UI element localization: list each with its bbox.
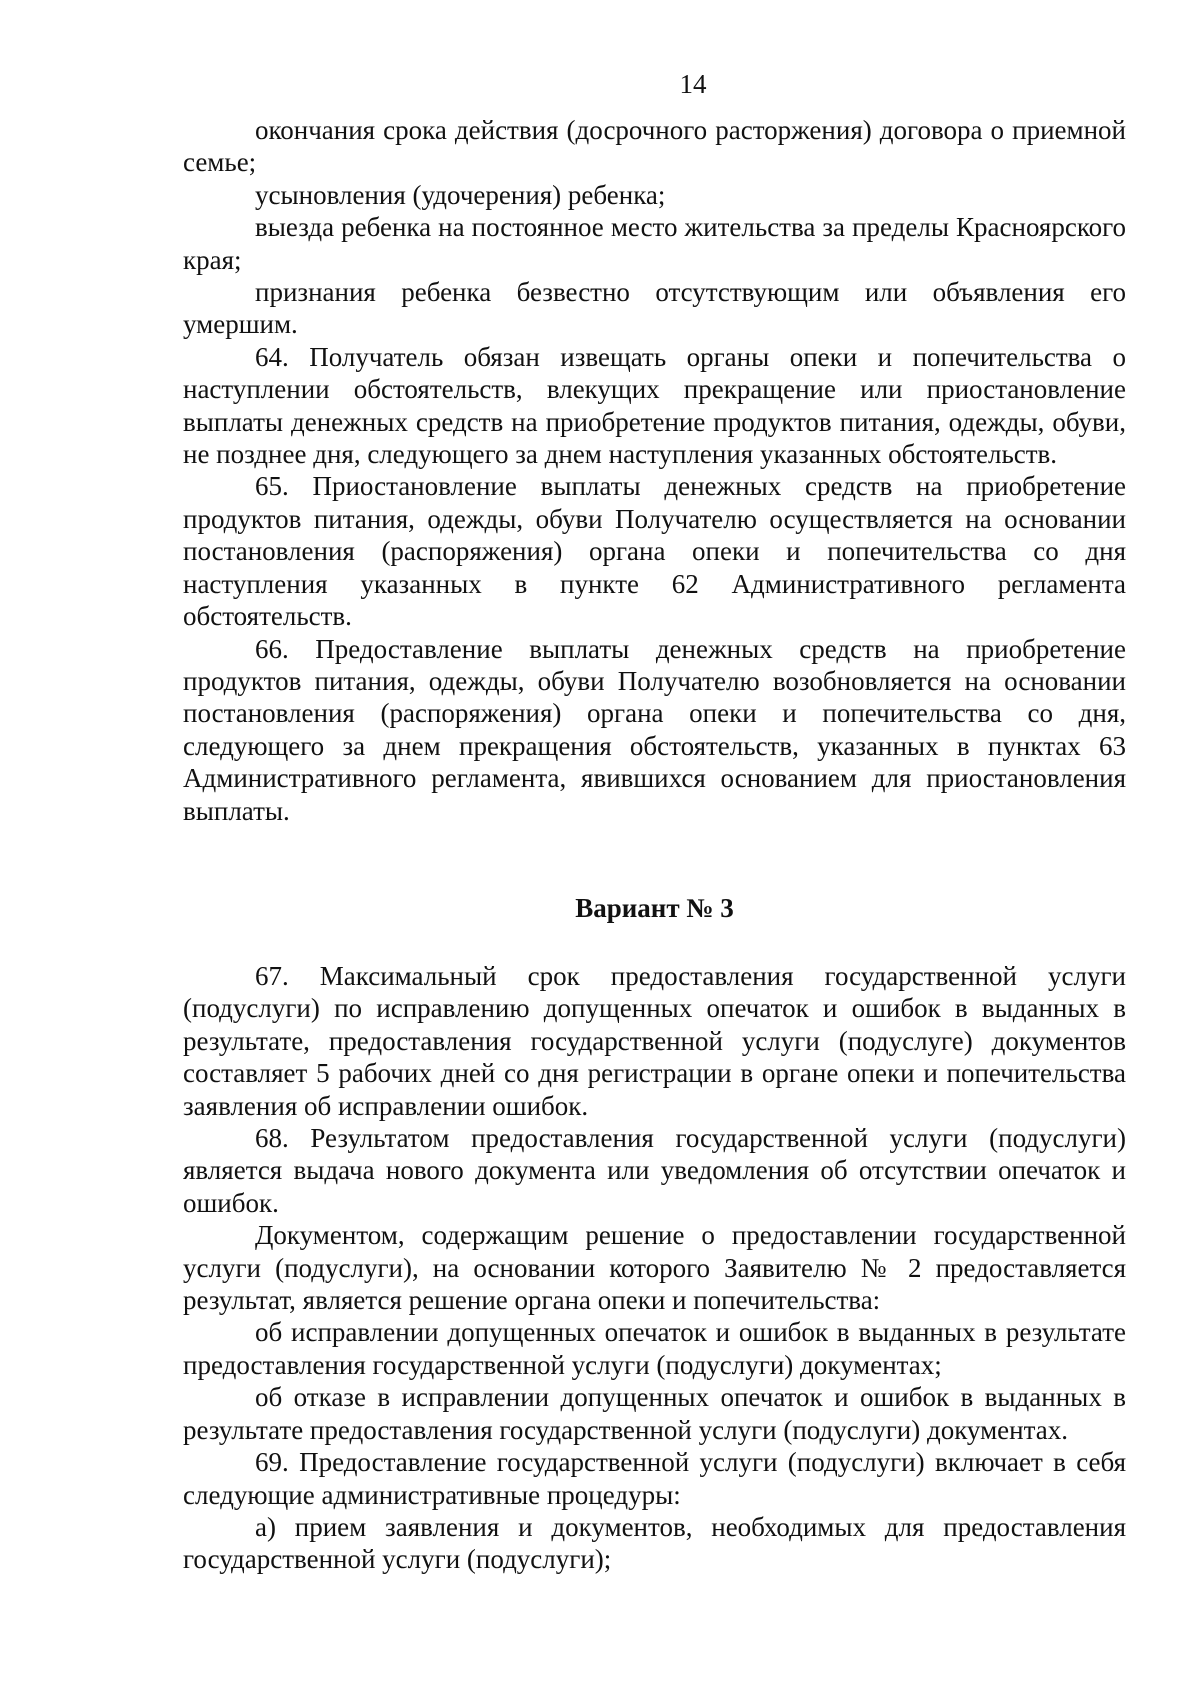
bottom-text-block xyxy=(183,960,1126,1576)
paragraph-69: 69. Предоставление государственной услуги (подуслуги) включает в себя следующие административные процедуры: xyxy=(183,1447,1126,1510)
paragraph-adoption: усыновления (удочерения) ребенка; xyxy=(255,179,666,210)
paragraph-66: 66. Предоставление выплаты денежных средств на приобретение продуктов питания, одежды, обуви Получателю возобновляется на основании постановления (распоряжения) органа опеки и попечительства со дня, следующего за днем прекращения обстоятельств, указанных в пунктах 63 Административного регламента, явившихся основанием для приостановления выплаты. xyxy=(183,633,1126,826)
paragraph-decision-document: Документом, содержащим решение о предоставлении государственной услуги (подуслуги), на основании которого Заявителю № 2 предоставляется результат, является решение органа опеки и попечительства: xyxy=(183,1220,1126,1316)
top-text-block xyxy=(183,114,1126,827)
paragraph-65: 65. Приостановление выплаты денежных средств на приобретение продуктов питания, одежды, обуви Получателю осуществляется на основании постановления (распоряжения) органа опеки и попечительства со дня наступления указанных в пункте 62 Административного регламента обстоятельств. xyxy=(183,471,1126,632)
page-number: 14 xyxy=(679,69,707,99)
paragraph-correction: об исправлении допущенных опечаток и ошибок в выданных в результате предоставления государственной услуги (подуслуги) документах; xyxy=(183,1317,1126,1380)
paragraph-67: 67. Максимальный срок предоставления государственной услуги (подуслуги) по исправлению допущенных опечаток и ошибок в выданных в результате, предоставления государственной услуги (подуслуге) документов составляет 5 рабочих дней со дня регистрации в органе опеки и попечительства заявления об исправлении ошибок. xyxy=(183,961,1126,1121)
paragraph-64: 64. Получатель обязан извещать органы опеки и попечительства о наступлении обстоятельств, влекущих прекращение или приостановление выплаты денежных средств на приобретение продуктов питания, одежды, обуви, не позднее дня, следующего за днем наступления указанных обстоятельств. xyxy=(183,341,1126,470)
paragraph-69-a: а) прием заявления и документов, необходимых для предоставления государственной услуги (подуслуги); xyxy=(183,1511,1126,1575)
paragraph-missing-declared-dead: признания ребенка безвестно отсутствующим или объявления его умершим. xyxy=(183,277,1126,340)
paragraph-termination-contract: окончания срока действия (досрочного расторжения) договора о приемной семье; xyxy=(183,115,1126,178)
paragraph-refusal: об отказе в исправлении допущенных опечаток и ошибок в выданных в результате предоставления государственной услуги (подуслуги) документах. xyxy=(183,1382,1126,1445)
paragraph-68: 68. Результатом предоставления государственной услуги (подуслуги) является выдача нового документа или уведомления об отсутствии опечаток и ошибок. xyxy=(183,1123,1126,1218)
paragraph-departure: выезда ребенка на постоянное место жительства за пределы Красноярского края; xyxy=(183,212,1126,275)
section-heading-variant-3: Вариант № 3 xyxy=(575,893,734,923)
